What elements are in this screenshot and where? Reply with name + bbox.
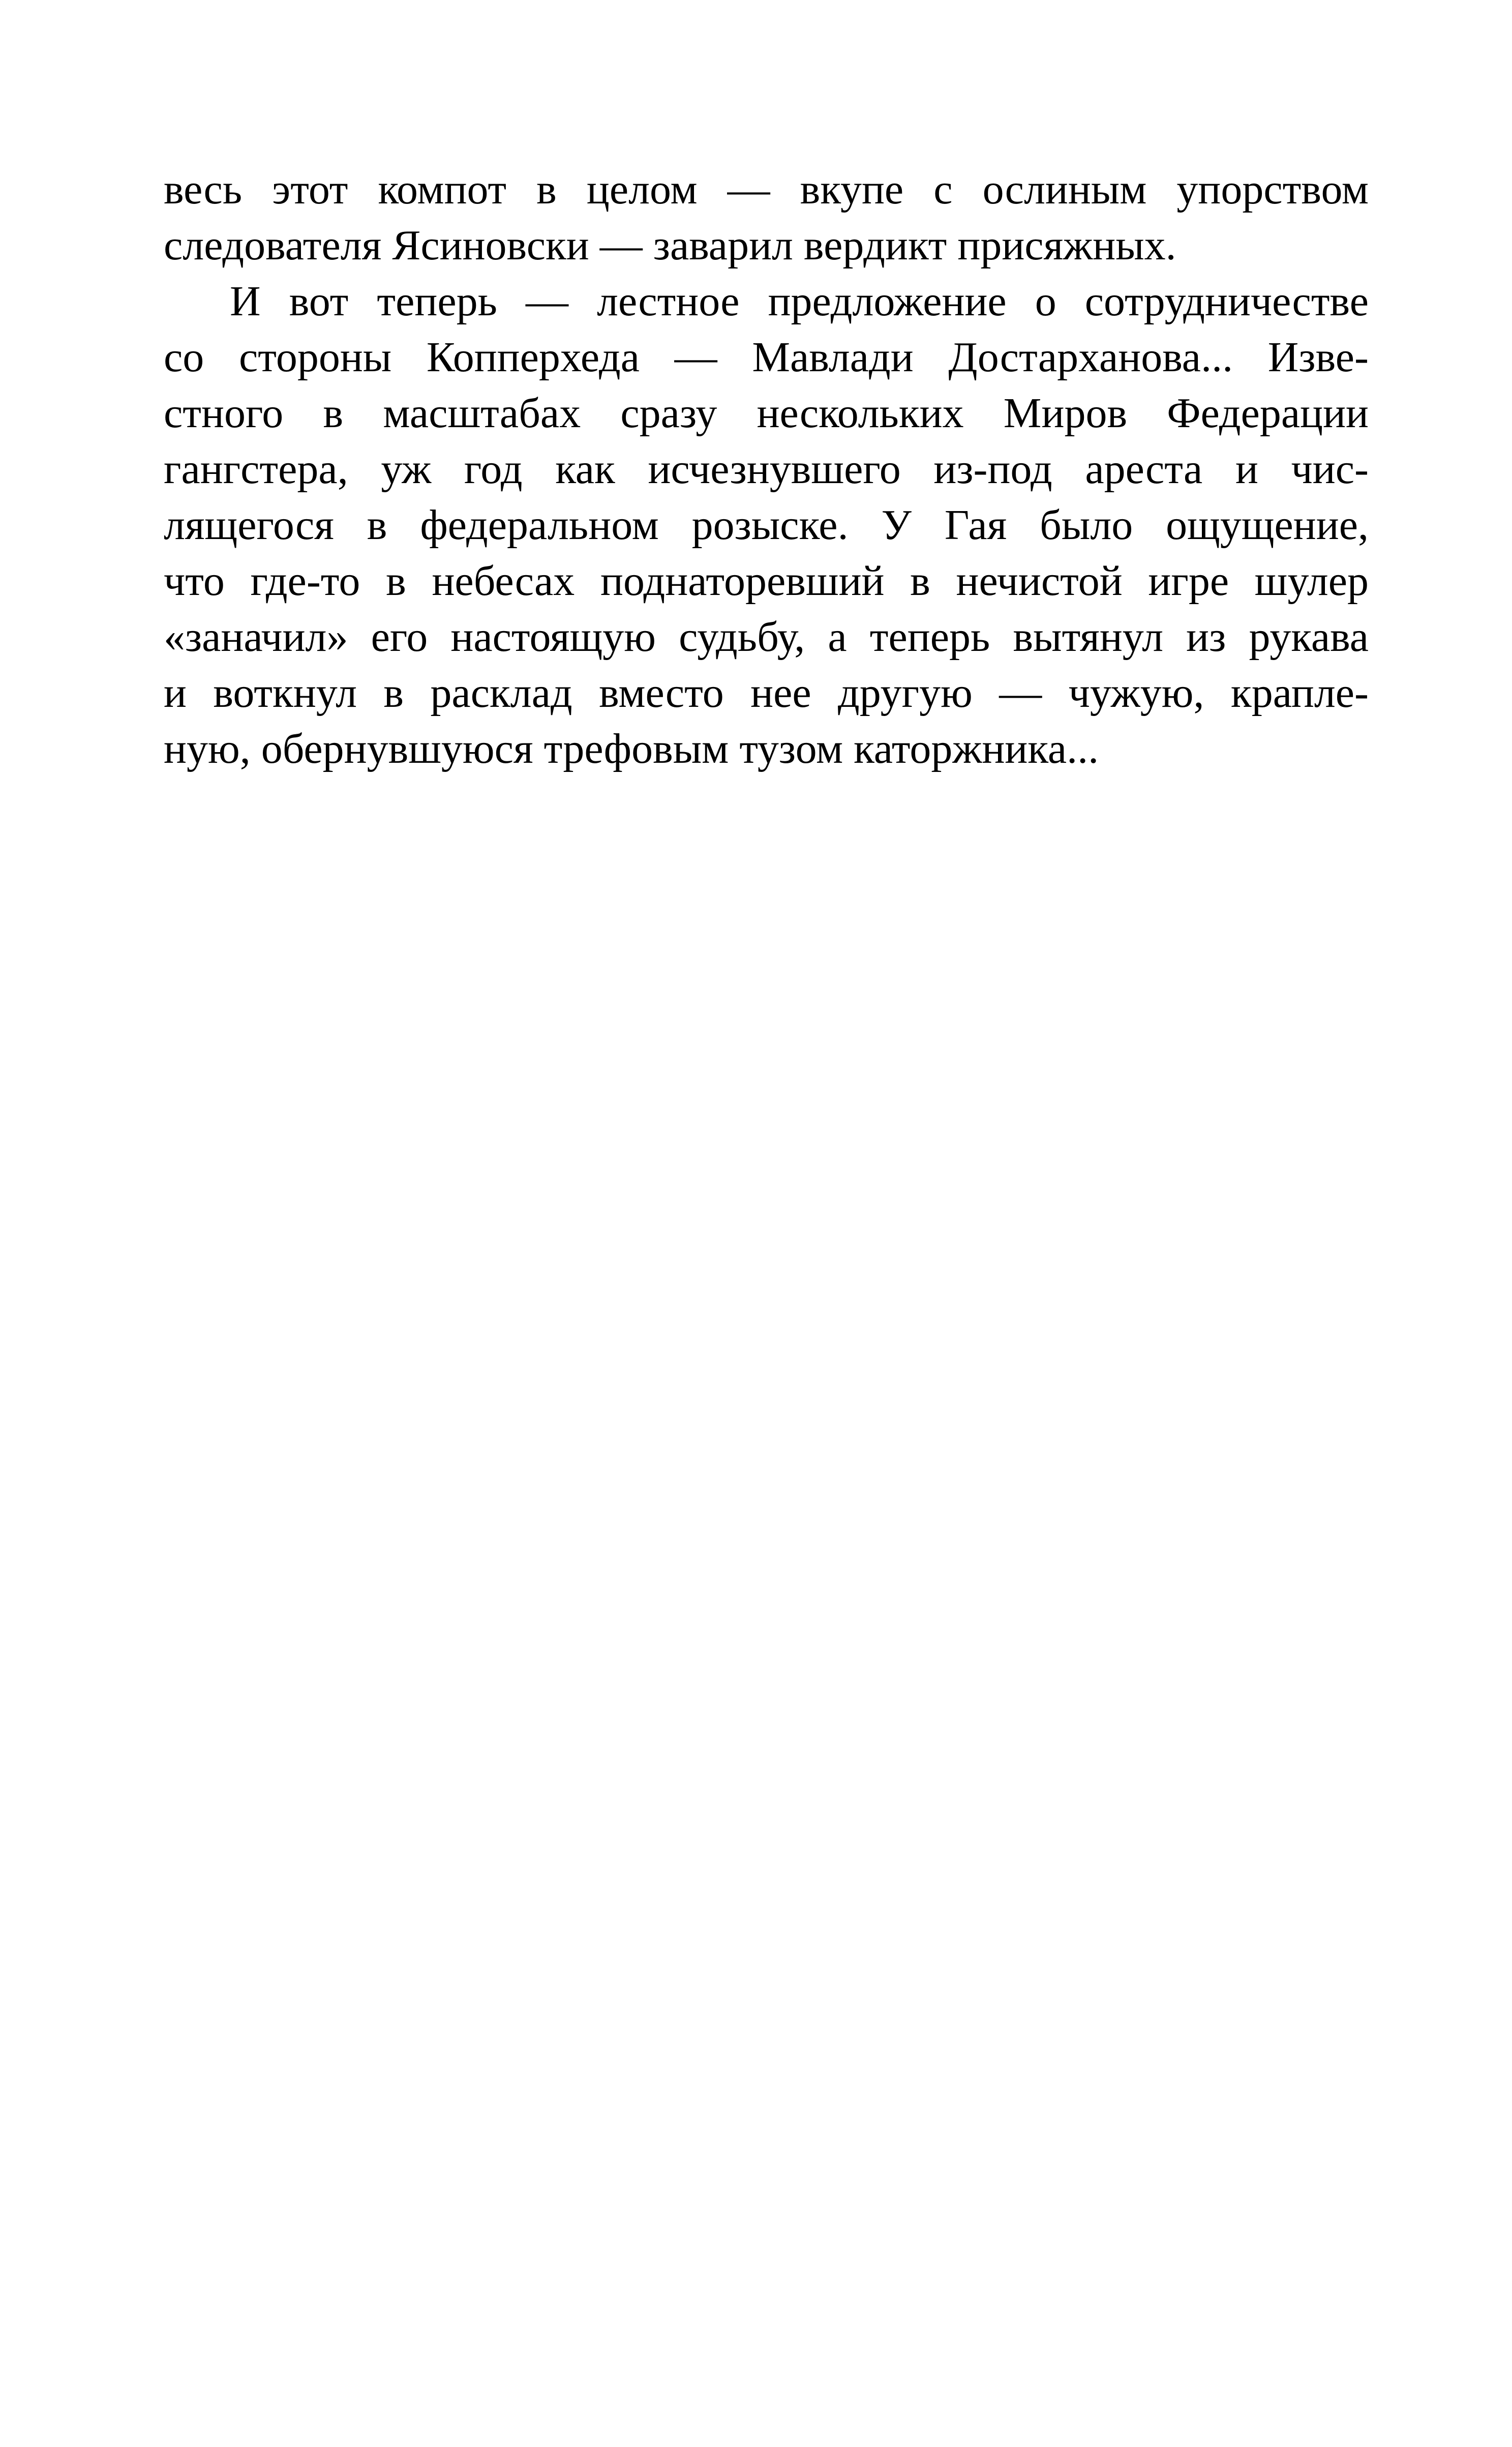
text-line: и воткнул в расклад вместо нее другую — чужую, крапле-	[164, 669, 1369, 717]
text-line: весь этот компот в целом — вкупе с ослиным упорством	[164, 166, 1369, 213]
text-line: следователя Ясиновски — заварил вердикт присяжных.	[164, 222, 1176, 269]
text-line: стного в масштабах сразу нескольких Миров Федерации	[164, 390, 1369, 437]
body-text	[164, 162, 1369, 777]
text-line: гангстера, уж год как исчезнувшего из-под ареста и чис-	[164, 445, 1369, 493]
paragraph-1	[164, 162, 1369, 274]
text-line: что где-то в небесах поднаторевший в нечистой игре шулер	[164, 557, 1369, 605]
paragraph-2	[164, 274, 1369, 777]
text-line: со стороны Копперхеда — Мавлади Достарханова... Изве-	[164, 334, 1369, 381]
text-line: ную, обернувшуюся трефовым тузом каторжника...	[164, 725, 1099, 772]
text-line: «заначил» его настоящую судьбу, а теперь вытянул из рукава	[164, 613, 1369, 661]
text-line: И вот теперь — лестное предложение о сотрудничестве	[230, 278, 1369, 325]
text-line: лящегося в федеральном розыске. У Гая было ощущение,	[164, 501, 1369, 549]
